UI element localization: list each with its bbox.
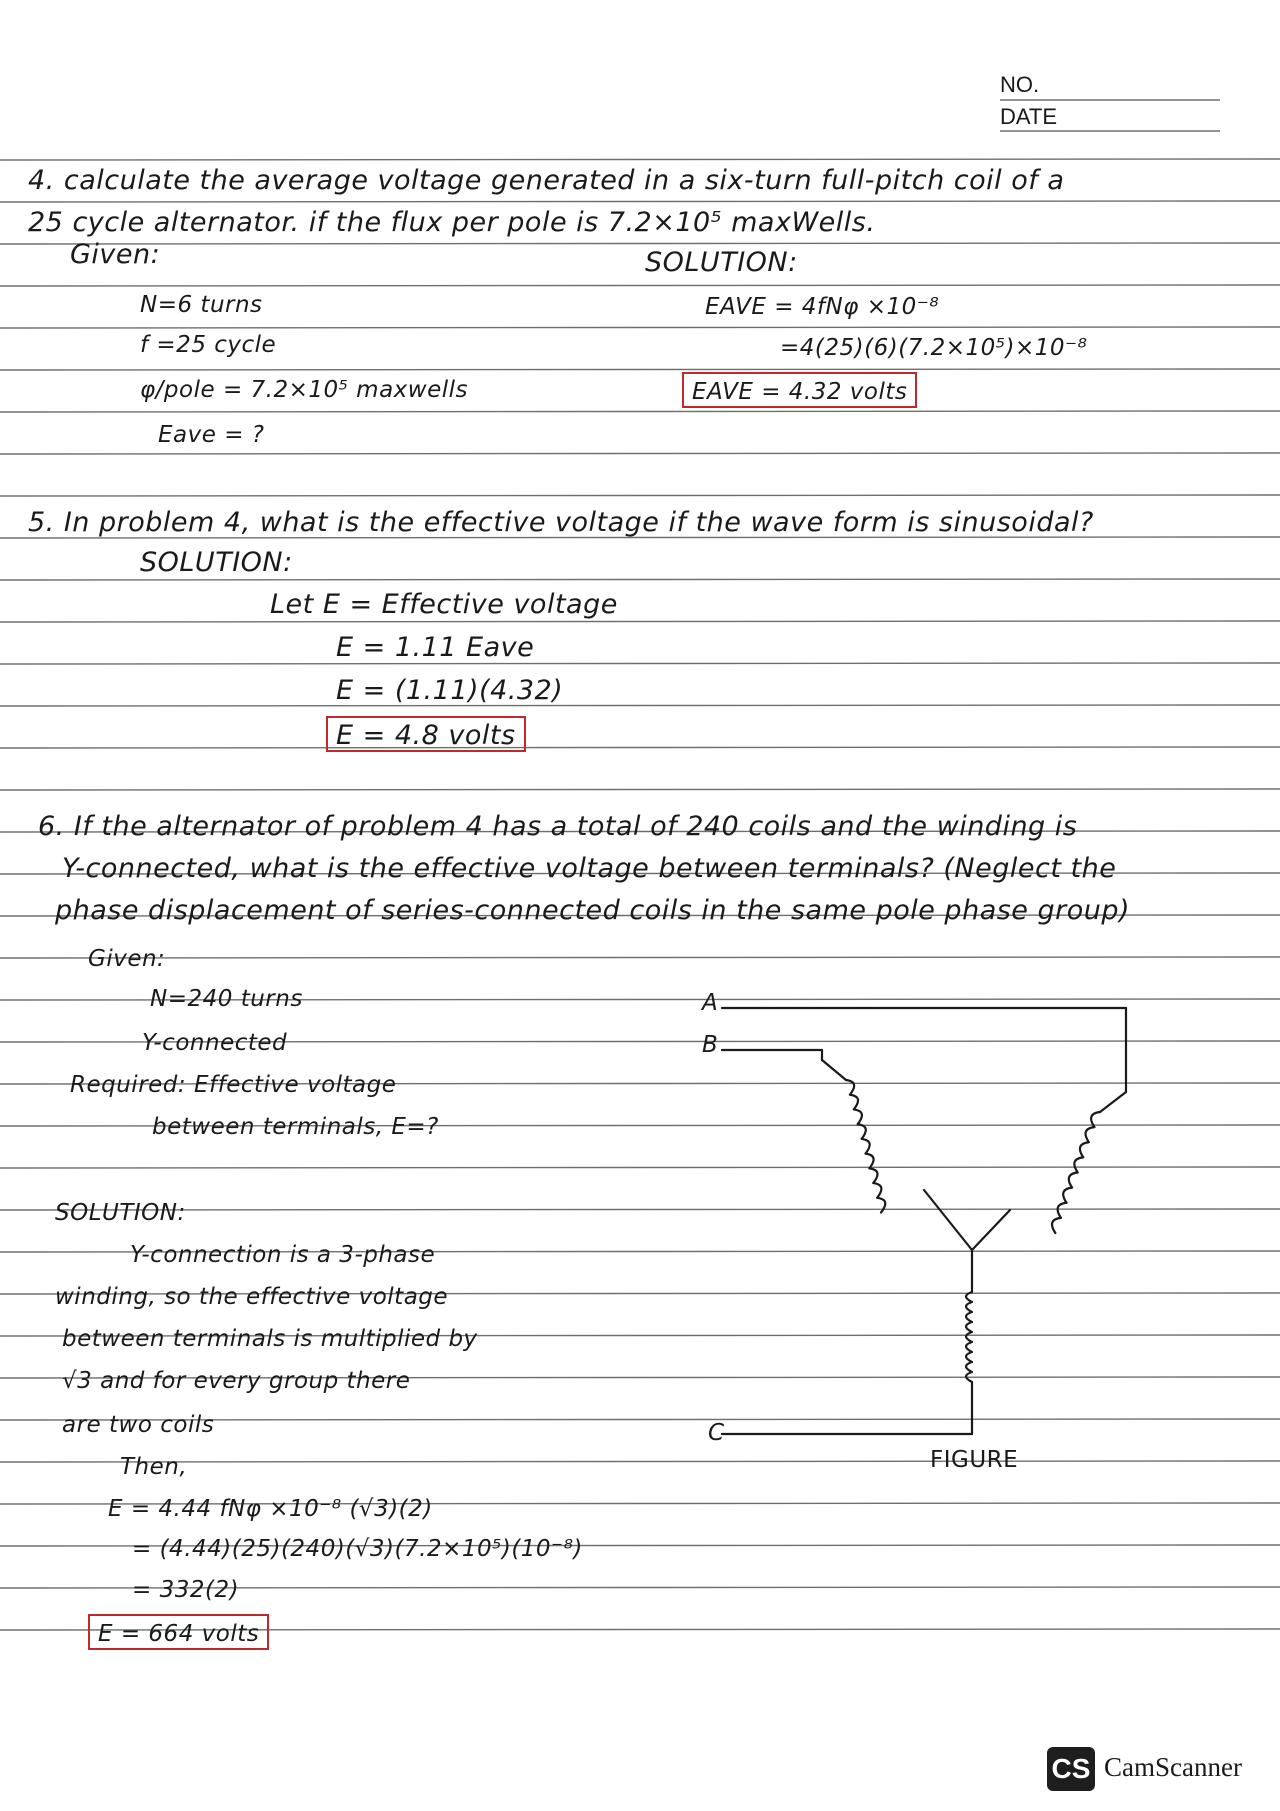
problem4-given-label: Given: [70, 239, 161, 270]
problem6-solution-label: SOLUTION: [55, 1200, 186, 1226]
problem5-answer-box: E = 4.8 volts [326, 716, 526, 752]
right-branch-to-neutral [972, 1210, 1010, 1250]
problem6-equation-2: = (4.44)(25)(240)(√3)(7.2×10⁵)(10⁻⁸) [132, 1536, 583, 1562]
problem4-question-line1: 4. calculate the average voltage generated in a six-turn full-pitch coil of a [28, 165, 1065, 196]
camscanner-logo: CS [1047, 1747, 1095, 1791]
problem6-answer-box: E = 664 volts [88, 1614, 269, 1650]
problem6-question-line1: 6. If the alternator of problem 4 has a total of 240 coils and the winding is [38, 811, 1078, 842]
left-branch-lead [822, 1060, 846, 1080]
problem6-question-line2: Y-connected, what is the effective voltage between terminals? (Neglect the [62, 853, 1117, 884]
problem6-required-line2: between terminals, E=? [152, 1114, 439, 1140]
camscanner-brand: CamScanner [1104, 1752, 1242, 1782]
problem6-then-label: Then, [120, 1454, 188, 1480]
no-label: NO. [1000, 72, 1040, 97]
problem6-explanation-3: between terminals is multiplied by [62, 1326, 478, 1352]
right-branch-lead [1100, 1092, 1126, 1112]
problem5-solution-label: SOLUTION: [140, 547, 293, 578]
problem4-solution-label: SOLUTION: [645, 247, 798, 278]
problem6-equation-1: E = 4.44 fNφ ×10⁻⁸ (√3)(2) [108, 1496, 433, 1522]
problem6-explanation-5: are two coils [62, 1412, 215, 1438]
problem6-explanation-2: winding, so the effective voltage [55, 1284, 449, 1310]
problem6-explanation-4: √3 and for every group there [62, 1368, 411, 1394]
problem4-given-flux: φ/pole = 7.2×10⁵ maxwells [140, 377, 469, 403]
problem5-step-substitution: E = (1.11)(4.32) [336, 675, 564, 706]
problem6-given-y: Y-connected [142, 1030, 288, 1056]
terminal-c-label: C [708, 1420, 725, 1446]
problem5-step-formula: E = 1.11 Eave [336, 632, 535, 663]
problem5-question: 5. In problem 4, what is the effective voltage if the wave form is sinusoidal? [28, 507, 1094, 538]
problem6-question-line3: phase displacement of series-connected coils in the same pole phase group) [55, 895, 1131, 926]
right-coil [1012, 1110, 1141, 1233]
terminal-a-label: A [702, 990, 719, 1016]
problem6-given-n: N=240 turns [150, 986, 303, 1012]
problem4-given-n: N=6 turns [140, 292, 263, 318]
problem4-formula: EAVE = 4fNφ ×10⁻⁸ [705, 294, 940, 320]
problem4-substitution: =4(25)(6)(7.2×10⁵)×10⁻⁸ [780, 335, 1088, 361]
problem5-step-let: Let E = Effective voltage [270, 589, 618, 620]
date-label: DATE [1000, 104, 1058, 129]
problem6-required-line1: Required: Effective voltage [70, 1072, 397, 1098]
problem4-question-line2: 25 cycle alternator. if the flux per pole is 7.2×10⁵ maxWells. [28, 207, 876, 238]
problem6-given-label: Given: [88, 946, 166, 972]
figure-caption: FIGURE [930, 1447, 1019, 1473]
left-branch-to-neutral [924, 1190, 972, 1250]
bottom-coil [966, 1292, 972, 1382]
terminal-b-label: B [702, 1032, 719, 1058]
problem6-explanation-1: Y-connection is a 3-phase [130, 1242, 436, 1268]
problem4-given-eave: Eave = ? [158, 422, 265, 448]
problem4-given-f: f =25 cycle [140, 332, 277, 358]
problem4-answer-box: EAVE = 4.32 volts [682, 372, 917, 408]
problem6-equation-3: = 332(2) [132, 1577, 240, 1603]
left-coil [803, 1078, 926, 1213]
